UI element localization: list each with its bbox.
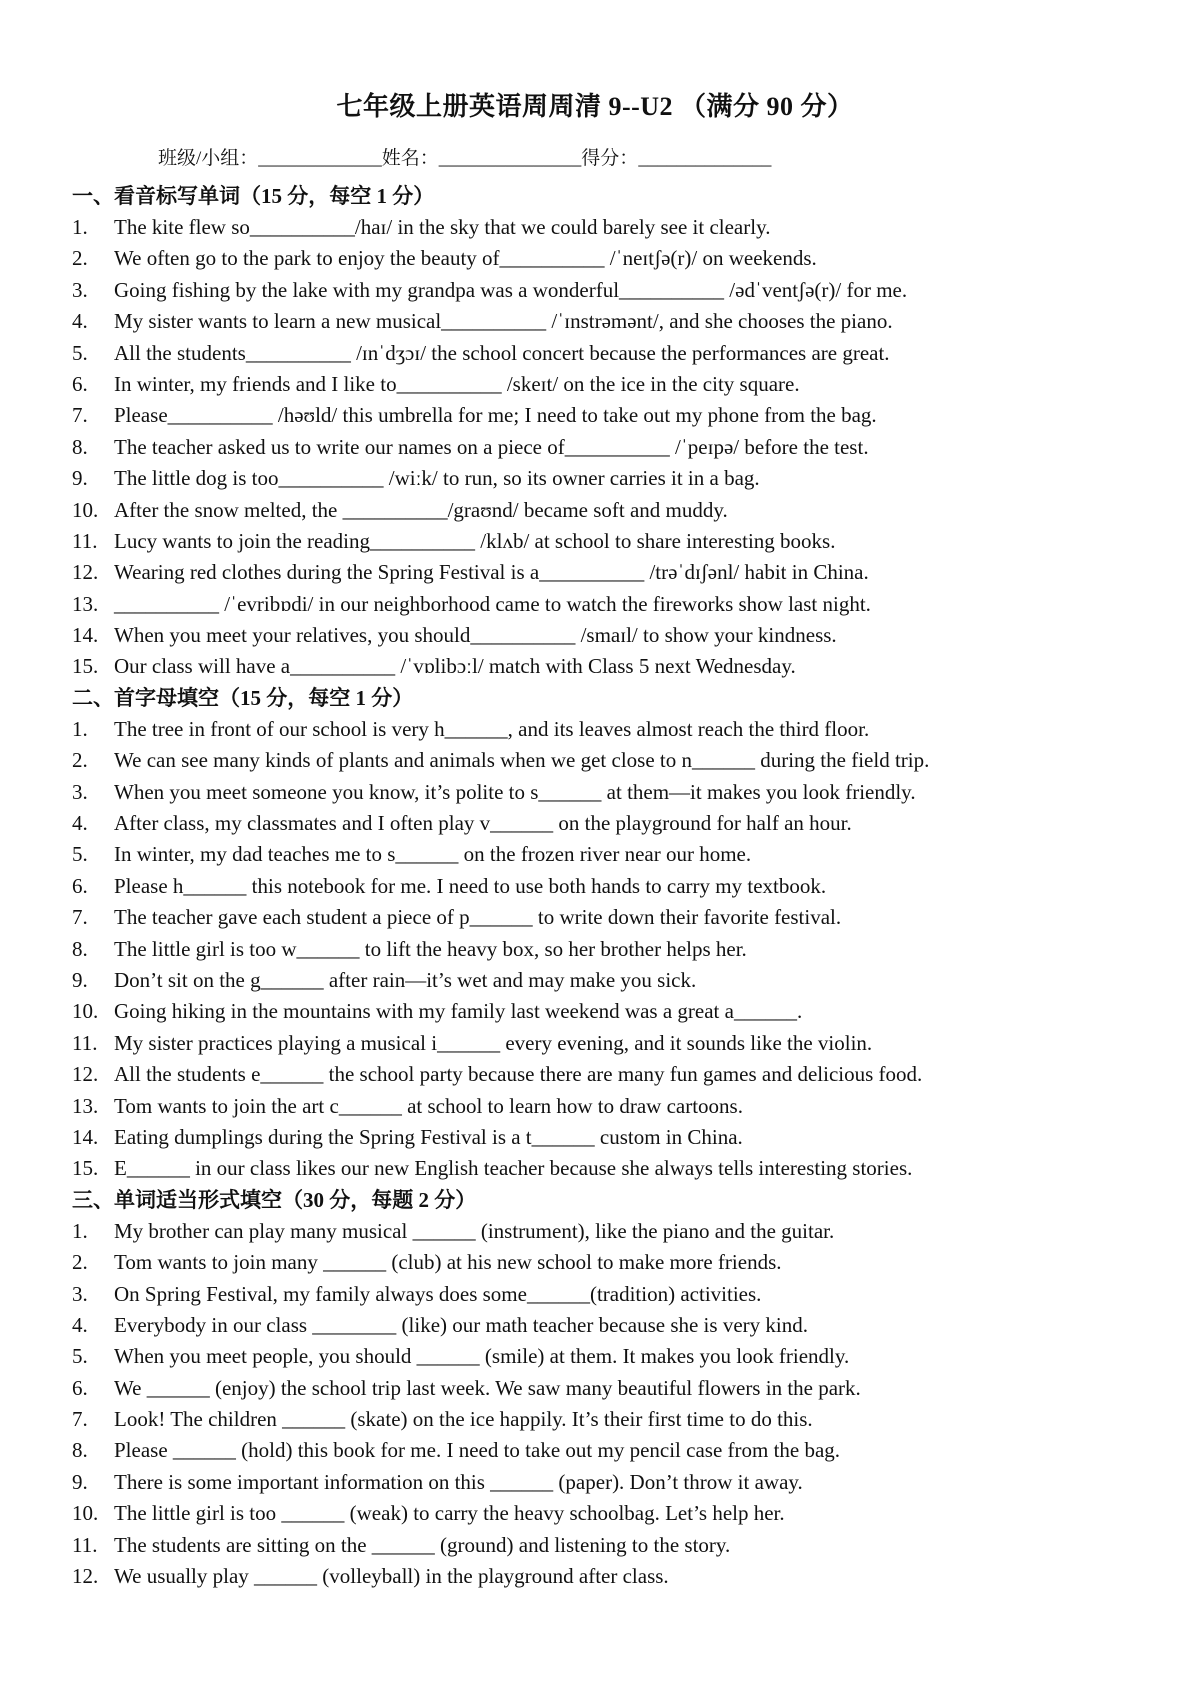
question-number: 9. xyxy=(72,1469,88,1494)
question-text: The tree in front of our school is very h______, and its leaves almost reach the third floor. xyxy=(114,716,870,741)
question-item xyxy=(72,1435,1162,1466)
question-text: On Spring Festival, my family always does some______(tradition) activities. xyxy=(114,1281,762,1306)
question-text: Look! The children ______ (skate) on the ice happily. It’s their first time to do this. xyxy=(114,1407,813,1432)
question-number: 12. xyxy=(72,1564,99,1589)
question-text: __________ /ˈevribɒdi/ in our neighborhood came to watch the fireworks show last night. xyxy=(114,591,871,616)
question-number: 13. xyxy=(72,591,99,616)
question-item xyxy=(72,1341,1162,1372)
question-item xyxy=(72,1028,1162,1059)
question-number: 5. xyxy=(72,842,88,867)
question-text: After class, my classmates and I often play v______ on the playground for half an hour. xyxy=(114,811,852,836)
question-text: Eating dumplings during the Spring Festival is a t______ custom in China. xyxy=(114,1124,743,1149)
question-text: Wearing red clothes during the Spring Festival is a__________ /trəˈdɪʃənl/ habit in China. xyxy=(114,560,869,585)
question-item xyxy=(72,1373,1162,1404)
question-item xyxy=(72,1404,1162,1435)
question-text: The little girl is too ______ (weak) to carry the heavy schoolbag. Let’s help her. xyxy=(114,1501,785,1526)
score-label: 得分： xyxy=(581,148,639,169)
question-number: 11. xyxy=(72,1030,98,1055)
question-number: 9. xyxy=(72,466,88,491)
question-text: The kite flew so__________/haɪ/ in the sky that we could barely see it clearly. xyxy=(114,215,771,239)
question-item xyxy=(72,432,1162,463)
question-number: 2. xyxy=(72,246,88,271)
question-item xyxy=(72,1530,1162,1561)
question-item xyxy=(72,839,1162,870)
question-number: 11. xyxy=(72,528,98,553)
question-item xyxy=(72,369,1162,400)
question-text: We usually play ______ (volleyball) in the playground after class. xyxy=(114,1564,669,1589)
question-text: Our class will have a__________ /ˈvɒlibɔːl/ match with Class 5 next Wednesday. xyxy=(114,654,796,679)
question-number: 14. xyxy=(72,1124,99,1149)
class-blank: _____________ xyxy=(258,148,382,169)
question-item xyxy=(72,243,1162,274)
question-item xyxy=(72,620,1162,651)
question-number: 9. xyxy=(72,967,88,992)
question-text: The little dog is too__________ /wiːk/ to run, so its owner carries it in a bag. xyxy=(114,466,760,491)
question-text: We can see many kinds of plants and animals when we get close to n______ during the field trip. xyxy=(114,748,930,773)
question-item xyxy=(72,306,1162,337)
question-text: When you meet your relatives, you should__________ /smaɪl/ to show your kindness. xyxy=(114,623,837,648)
questions-content xyxy=(72,181,1162,1592)
question-item xyxy=(72,212,1162,243)
score-blank: ______________ xyxy=(638,148,772,169)
question-item xyxy=(72,777,1162,808)
question-number: 10. xyxy=(72,497,99,522)
question-text: Please ______ (hold) this book for me. I need to take out my pencil case from the bag. xyxy=(114,1438,841,1463)
question-text: When you meet someone you know, it’s polite to s______ at them—it makes you look friendly. xyxy=(114,779,916,804)
question-item xyxy=(72,275,1162,306)
question-number: 6. xyxy=(72,371,88,396)
page-title: 七年级上册英语周周清 9--U2 （满分 90 分） xyxy=(336,92,854,121)
question-item xyxy=(72,651,1162,682)
question-item xyxy=(72,495,1162,526)
question-number: 7. xyxy=(72,403,88,428)
question-item xyxy=(72,714,1162,745)
section-heading: 二、首字母填空（15 分，每空 1 分） xyxy=(72,685,414,710)
question-number: 3. xyxy=(72,1281,88,1306)
question-text: My sister wants to learn a new musical__________ /ˈɪnstrəmənt/, and she chooses the piano. xyxy=(114,309,893,334)
question-number: 6. xyxy=(72,873,88,898)
question-text: There is some important information on this ______ (paper). Don’t throw it away. xyxy=(114,1469,803,1494)
question-number: 3. xyxy=(72,779,88,804)
class-label: 班级/小组： xyxy=(158,148,259,169)
question-item xyxy=(72,1091,1162,1122)
question-number: 14. xyxy=(72,623,99,648)
question-number: 8. xyxy=(72,936,88,961)
question-text: Don’t sit on the g______ after rain—it’s wet and may make you sick. xyxy=(114,967,697,992)
question-text: The teacher asked us to write our names on a piece of__________ /ˈpeɪpə/ before the test. xyxy=(114,434,869,459)
name-label: 姓名： xyxy=(381,148,439,169)
question-number: 12. xyxy=(72,1062,99,1087)
question-item xyxy=(72,965,1162,996)
question-item xyxy=(72,526,1162,557)
section-heading: 一、看音标写单词（15 分，每空 1 分） xyxy=(72,184,435,208)
question-number: 6. xyxy=(72,1375,88,1400)
question-item xyxy=(72,1216,1162,1247)
question-item xyxy=(72,934,1162,965)
question-item xyxy=(72,1247,1162,1278)
question-number: 10. xyxy=(72,999,99,1024)
question-item xyxy=(72,745,1162,776)
question-text: We often go to the park to enjoy the beauty of__________ /ˈneɪtʃə(r)/ on weekends. xyxy=(114,246,817,271)
question-text: In winter, my friends and I like to__________ /skeɪt/ on the ice in the city square. xyxy=(114,371,800,396)
section-heading: 三、单词适当形式填空（30 分，每题 2 分） xyxy=(72,1187,477,1212)
question-text: Tom wants to join many ______ (club) at his new school to make more friends. xyxy=(114,1250,782,1275)
question-number: 10. xyxy=(72,1501,99,1526)
question-text: My brother can play many musical ______ (instrument), like the piano and the guitar. xyxy=(114,1218,835,1243)
question-item xyxy=(72,463,1162,494)
question-number: 1. xyxy=(72,716,88,741)
question-text: Tom wants to join the art c______ at school to learn how to draw cartoons. xyxy=(114,1093,743,1118)
question-text: Please__________ /həʊld/ this umbrella for me; I need to take out my phone from the bag. xyxy=(114,403,877,428)
student-info-line xyxy=(158,143,771,170)
question-number: 15. xyxy=(72,654,99,679)
question-number: 13. xyxy=(72,1093,99,1118)
question-number: 12. xyxy=(72,560,99,585)
question-text: My sister practices playing a musical i______ every evening, and it sounds like the violin. xyxy=(114,1030,873,1055)
question-item xyxy=(72,1310,1162,1341)
question-item xyxy=(72,1498,1162,1529)
question-item xyxy=(72,1561,1162,1592)
question-text: Going hiking in the mountains with my family last weekend was a great a______. xyxy=(114,999,803,1024)
question-text: Going fishing by the lake with my grandpa was a wonderful__________ /ədˈventʃə(r)/ for me. xyxy=(114,277,908,302)
question-item xyxy=(72,1122,1162,1153)
question-number: 11. xyxy=(72,1532,98,1557)
question-number: 1. xyxy=(72,1218,88,1243)
question-item xyxy=(72,589,1162,620)
question-text: In winter, my dad teaches me to s______ on the frozen river near our home. xyxy=(114,842,752,867)
question-text: Please h______ this notebook for me. I need to use both hands to carry my textbook. xyxy=(114,873,827,898)
question-number: 4. xyxy=(72,811,88,836)
question-text: E______ in our class likes our new English teacher because she always tells interesting stories. xyxy=(114,1156,913,1181)
question-item xyxy=(72,557,1162,588)
question-text: All the students__________ /ɪnˈdʒɔɪ/ the school concert because the performances are great. xyxy=(114,340,890,365)
question-number: 5. xyxy=(72,1344,88,1369)
question-number: 8. xyxy=(72,434,88,459)
question-item xyxy=(72,1279,1162,1310)
question-item xyxy=(72,400,1162,431)
question-item xyxy=(72,1467,1162,1498)
question-text: The students are sitting on the ______ (ground) and listening to the story. xyxy=(114,1532,731,1557)
question-text: The teacher gave each student a piece of p______ to write down their favorite festival. xyxy=(114,905,842,930)
question-item xyxy=(72,338,1162,369)
question-text: Lucy wants to join the reading__________ /klʌb/ at school to share interesting books. xyxy=(114,528,836,553)
question-number: 3. xyxy=(72,277,88,302)
question-number: 4. xyxy=(72,1312,88,1337)
question-item xyxy=(72,996,1162,1027)
question-number: 2. xyxy=(72,748,88,773)
question-item xyxy=(72,1153,1162,1184)
question-number: 5. xyxy=(72,340,88,365)
question-text: When you meet people, you should ______ (smile) at them. It makes you look friendly. xyxy=(114,1344,850,1369)
question-text: All the students e______ the school party because there are many fun games and delicious food. xyxy=(114,1062,923,1087)
question-number: 1. xyxy=(72,215,88,239)
question-number: 8. xyxy=(72,1438,88,1463)
question-text: After the snow melted, the __________/graʊnd/ became soft and muddy. xyxy=(114,497,728,522)
question-number: 2. xyxy=(72,1250,88,1275)
question-number: 15. xyxy=(72,1156,99,1181)
question-number: 4. xyxy=(72,309,88,334)
question-item xyxy=(72,871,1162,902)
question-number: 7. xyxy=(72,1407,88,1432)
question-text: We ______ (enjoy) the school trip last week. We saw many beautiful flowers in the park. xyxy=(114,1375,861,1400)
question-item xyxy=(72,902,1162,933)
question-text: Everybody in our class ________ (like) our math teacher because she is very kind. xyxy=(114,1312,808,1337)
question-number: 7. xyxy=(72,905,88,930)
question-item xyxy=(72,808,1162,839)
question-text: The little girl is too w______ to lift the heavy box, so her brother helps her. xyxy=(114,936,747,961)
name-blank: _______________ xyxy=(438,148,582,169)
question-item xyxy=(72,1059,1162,1090)
